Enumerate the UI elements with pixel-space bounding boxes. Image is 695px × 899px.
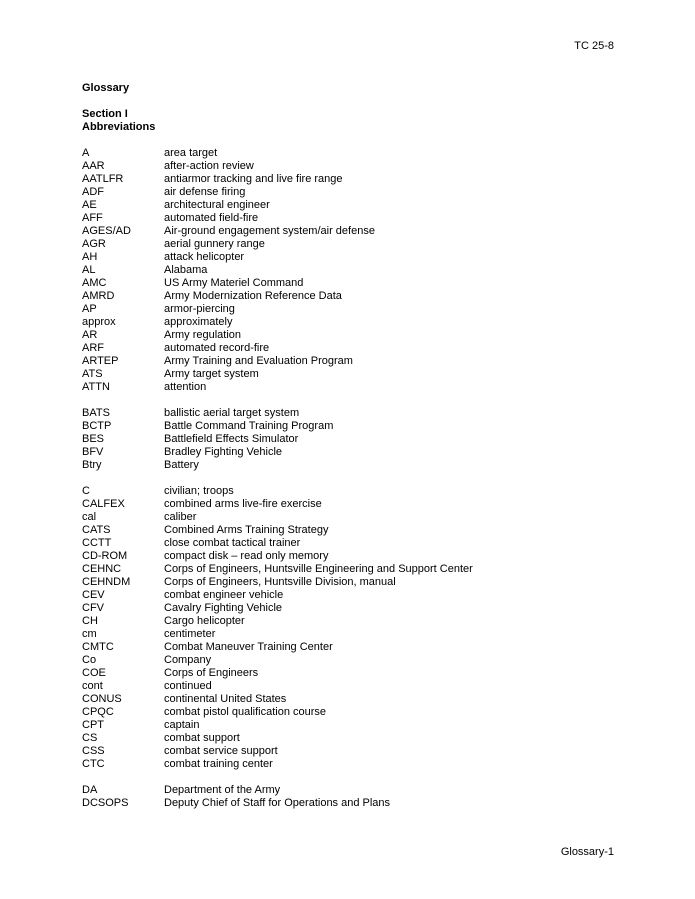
definition: Cargo helicopter — [164, 615, 245, 627]
definition: combat service support — [164, 745, 278, 757]
definition: close combat tactical trainer — [164, 537, 301, 549]
glossary-entry — [82, 693, 612, 706]
abbreviation: CH — [82, 615, 98, 627]
definition: Corps of Engineers, Huntsville Division, manual — [164, 576, 396, 588]
definition: antiarmor tracking and live fire range — [164, 173, 343, 185]
glossary-entry — [82, 303, 612, 316]
glossary-entry — [82, 563, 612, 576]
abbreviation: CATS — [82, 524, 111, 536]
abbreviation: AMC — [82, 277, 107, 289]
abbreviation-list — [82, 147, 612, 810]
definition: Army target system — [164, 368, 259, 380]
abbreviation: CFV — [82, 602, 104, 614]
glossary-entry — [82, 524, 612, 537]
abbreviation: CALFEX — [82, 498, 125, 510]
definition: Army Modernization Reference Data — [164, 290, 342, 302]
definition: automated record-fire — [164, 342, 270, 354]
abbreviation: CMTC — [82, 641, 114, 653]
abbreviation: AMRD — [82, 290, 115, 302]
definition: approximately — [164, 316, 233, 328]
definition: Army Training and Evaluation Program — [164, 355, 353, 367]
definition: ballistic aerial target system — [164, 407, 300, 419]
definition: combat engineer vehicle — [164, 589, 284, 601]
glossary-entry — [82, 758, 612, 771]
abbreviation: AFF — [82, 212, 103, 224]
definition: Department of the Army — [164, 784, 281, 796]
abbreviation: ARTEP — [82, 355, 119, 367]
definition: civilian; troops — [164, 485, 234, 497]
abbreviation: BFV — [82, 446, 104, 458]
abbreviation: Btry — [82, 459, 102, 471]
abbreviation: CPT — [82, 719, 104, 731]
section-heading — [82, 108, 612, 134]
glossary-entry — [82, 797, 612, 810]
glossary-entry — [82, 238, 612, 251]
glossary-entry — [82, 355, 612, 368]
abbreviation: CEV — [82, 589, 105, 601]
glossary-entry — [82, 212, 612, 225]
glossary-entry — [82, 459, 612, 472]
glossary-entry — [82, 719, 612, 732]
definition: attention — [164, 381, 207, 393]
definition: architectural engineer — [164, 199, 270, 211]
glossary-content — [82, 82, 612, 823]
definition: combat support — [164, 732, 240, 744]
glossary-entry — [82, 654, 612, 667]
glossary-entry — [82, 784, 612, 797]
abbreviation: AH — [82, 251, 98, 263]
abbreviation: AE — [82, 199, 97, 211]
definition: continental United States — [164, 693, 287, 705]
glossary-entry — [82, 576, 612, 589]
abbreviation: cm — [82, 628, 97, 640]
definition: area target — [164, 147, 218, 159]
glossary-entry — [82, 342, 612, 355]
abbreviation: DA — [82, 784, 98, 796]
abbreviation: AR — [82, 329, 98, 341]
definition: combined arms live-fire exercise — [164, 498, 322, 510]
glossary-entry — [82, 173, 612, 186]
glossary-entry — [82, 381, 612, 394]
abbreviation: CCTT — [82, 537, 112, 549]
abbreviation: DCSOPS — [82, 797, 129, 809]
definition: automated field-fire — [164, 212, 259, 224]
document-id: TC 25-8 — [574, 40, 614, 52]
glossary-entry — [82, 186, 612, 199]
abbreviation: CS — [82, 732, 98, 744]
definition: Alabama — [164, 264, 208, 276]
definition: air defense firing — [164, 186, 246, 198]
abbreviation: AATLFR — [82, 173, 124, 185]
definition: Company — [164, 654, 212, 666]
abbreviation-group — [82, 784, 612, 810]
definition: US Army Materiel Command — [164, 277, 304, 289]
definition: Corps of Engineers — [164, 667, 259, 679]
glossary-entry — [82, 264, 612, 277]
definition: combat pistol qualification course — [164, 706, 327, 718]
glossary-entry — [82, 511, 612, 524]
definition: Combined Arms Training Strategy — [164, 524, 329, 536]
glossary-entry — [82, 420, 612, 433]
definition: Battlefield Effects Simulator — [164, 433, 299, 445]
glossary-entry — [82, 446, 612, 459]
glossary-entry — [82, 407, 612, 420]
glossary-entry — [82, 225, 612, 238]
glossary-title: Glossary — [82, 82, 130, 94]
glossary-entry — [82, 589, 612, 602]
glossary-entry — [82, 628, 612, 641]
glossary-entry — [82, 667, 612, 680]
glossary-entry — [82, 498, 612, 511]
definition: Army regulation — [164, 329, 242, 341]
abbreviation: CD-ROM — [82, 550, 128, 562]
abbreviation: CEHNDM — [82, 576, 131, 588]
glossary-entry — [82, 485, 612, 498]
definition: Bradley Fighting Vehicle — [164, 446, 283, 458]
abbreviation: approx — [82, 316, 116, 328]
glossary-entry — [82, 199, 612, 212]
abbreviation: CTC — [82, 758, 105, 770]
abbreviation: AGES/AD — [82, 225, 131, 237]
abbreviation: AGR — [82, 238, 106, 250]
abbreviation: ATS — [82, 368, 103, 380]
glossary-entry — [82, 368, 612, 381]
abbreviation: BCTP — [82, 420, 112, 432]
definition: caliber — [164, 511, 197, 523]
abbreviation: ADF — [82, 186, 104, 198]
abbreviation: ATTN — [82, 381, 110, 393]
glossary-entry — [82, 329, 612, 342]
section-title: Section I — [82, 108, 128, 120]
glossary-entry — [82, 615, 612, 628]
glossary-entry — [82, 251, 612, 264]
abbreviation: ARF — [82, 342, 104, 354]
abbreviation-group — [82, 147, 612, 394]
glossary-entry — [82, 316, 612, 329]
abbreviation: cal — [82, 511, 97, 523]
abbreviation: Co — [82, 654, 97, 666]
definition: armor-piercing — [164, 303, 235, 315]
abbreviation: C — [82, 485, 90, 497]
definition: combat training center — [164, 758, 273, 770]
definition: after-action review — [164, 160, 254, 172]
abbreviation: CSS — [82, 745, 105, 757]
glossary-entry — [82, 160, 612, 173]
abbreviation: CEHNC — [82, 563, 122, 575]
glossary-entry — [82, 732, 612, 745]
glossary-entry — [82, 290, 612, 303]
abbreviation: cont — [82, 680, 103, 692]
abbreviation: AP — [82, 303, 97, 315]
glossary-entry — [82, 745, 612, 758]
glossary-entry — [82, 433, 612, 446]
abbreviation-group — [82, 485, 612, 771]
definition: Air-ground engagement system/air defense — [164, 225, 375, 237]
glossary-entry — [82, 147, 612, 160]
definition: centimeter — [164, 628, 216, 640]
definition: aerial gunnery range — [164, 238, 265, 250]
page-number: Glossary-1 — [560, 846, 614, 858]
abbreviation: BATS — [82, 407, 110, 419]
definition: Battery — [164, 459, 199, 471]
abbreviation: CPQC — [82, 706, 114, 718]
glossary-entry — [82, 706, 612, 719]
glossary-entry — [82, 550, 612, 563]
glossary-entry — [82, 641, 612, 654]
abbreviation: AAR — [82, 160, 105, 172]
definition: Battle Command Training Program — [164, 420, 334, 432]
abbreviation: COE — [82, 667, 106, 679]
definition: Combat Maneuver Training Center — [164, 641, 333, 653]
abbreviation-group — [82, 407, 612, 472]
glossary-entry — [82, 537, 612, 550]
abbreviation: CONUS — [82, 693, 122, 705]
definition: Deputy Chief of Staff for Operations and Plans — [164, 797, 391, 809]
glossary-entry — [82, 602, 612, 615]
glossary-entry — [82, 680, 612, 693]
definition: Cavalry Fighting Vehicle — [164, 602, 283, 614]
abbreviation: A — [82, 147, 90, 159]
definition: compact disk – read only memory — [164, 550, 329, 562]
abbreviation: AL — [82, 264, 96, 276]
abbreviation: BES — [82, 433, 105, 445]
definition: attack helicopter — [164, 251, 245, 263]
definition: continued — [164, 680, 212, 692]
definition: Corps of Engineers, Huntsville Engineering and Support Center — [164, 563, 473, 575]
glossary-entry — [82, 277, 612, 290]
definition: captain — [164, 719, 200, 731]
section-subtitle: Abbreviations — [82, 121, 156, 133]
